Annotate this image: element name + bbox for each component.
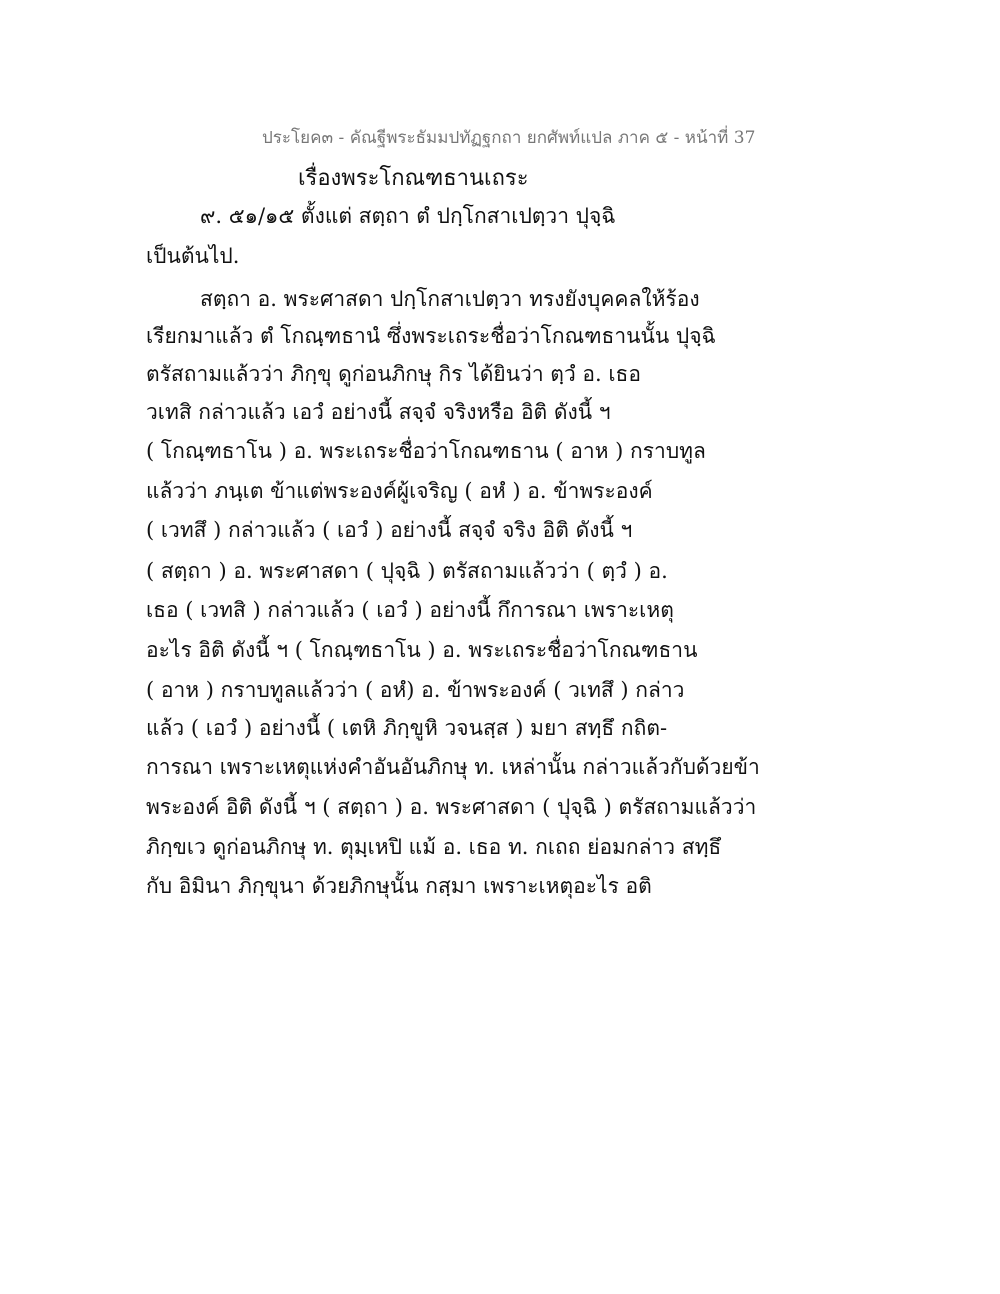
text-line: การณา เพราะเหตุแห่งคำอันอันภิกษุ ท. เหล่านั้น กล่าวแล้วกับด้วยข้า [146, 755, 760, 779]
text-line: ภิกฺขเว ดูก่อนภิกษุ ท. ตุมฺเหปิ แม้ อ. เธอ ท. กเถถ ย่อมกล่าว สทฺธึ [146, 835, 722, 859]
text-line: พระองค์ อิติ ดังนี้ ฯ ( สตฺถา ) อ. พระศาสดา ( ปุจฺฉิ ) ตรัสถามแล้วว่า [146, 795, 757, 819]
text-line: แล้วว่า ภนฺเต ข้าแต่พระองค์ผู้เจริญ ( อหํ ) อ. ข้าพระองค์ [146, 479, 653, 503]
text-line: ( อาห ) กราบทูลแล้วว่า ( อหํ) อ. ข้าพระองค์ ( วเทสึ ) กล่าว [146, 678, 685, 702]
text-line: ( เวทสึ ) กล่าวแล้ว ( เอวํ ) อย่างนี้ สจฺจํ จริง อิติ ดังนี้ ฯ [146, 518, 633, 542]
text-line: เธอ ( เวทสิ ) กล่าวแล้ว ( เอวํ ) อย่างนี้ กึการณา เพราะเหตุ [146, 598, 674, 622]
text-line: อะไร อิติ ดังนี้ ฯ ( โกณฺฑธาโน ) อ. พระเถระชื่อว่าโกณฑธาน [146, 638, 698, 662]
text-line: ตรัสถามแล้วว่า ภิกฺขุ ดูก่อนภิกษุ กิร ได้ยินว่า ตฺวํ อ. เธอ [146, 362, 641, 386]
text-line: ๙. ๕๑/๑๕ ตั้งแต่ สตฺถา ตํ ปกฺโกสาเปตฺวา ปุจฺฉิ [200, 204, 616, 228]
text-line: ( สตฺถา ) อ. พระศาสดา ( ปุจฺฉิ ) ตรัสถามแล้วว่า ( ตฺวํ ) อ. [146, 559, 668, 583]
page-header: ประโยค๓ - คัณฐีพระธัมมปทัฏฐกถา ยกศัพท์แปล ภาค ๕ - หน้าที่ 37 [262, 128, 756, 148]
story-title: เรื่องพระโกณฑธานเถระ [298, 166, 529, 191]
text-line: แล้ว ( เอวํ ) อย่างนี้ ( เตหิ ภิกฺขูหิ วจนสฺส ) มยา สทฺธึ กถิต- [146, 716, 668, 740]
text-line: เป็นต้นไป. [146, 244, 240, 268]
text-line: กับ อิมินา ภิกฺขุนา ด้วยภิกษุนั้น กสฺมา เพราะเหตุอะไร อติ [146, 874, 652, 898]
text-line: ( โกณฺฑธาโน ) อ. พระเถระชื่อว่าโกณฑธาน ( อาห ) กราบทูล [146, 439, 706, 463]
text-line: วเทสิ กล่าวแล้ว เอวํ อย่างนี้ สจฺจํ จริงหรือ อิติ ดังนี้ ฯ [146, 400, 611, 424]
text-line: สตฺถา อ. พระศาสดา ปกฺโกสาเปตฺวา ทรงยังบุคคลให้ร้อง [200, 287, 700, 311]
text-line: เรียกมาแล้ว ตํ โกณฺฑธานํ ซึ่งพระเถระชื่อว่าโกณฑธานนั้น ปุจฺฉิ [146, 324, 716, 348]
